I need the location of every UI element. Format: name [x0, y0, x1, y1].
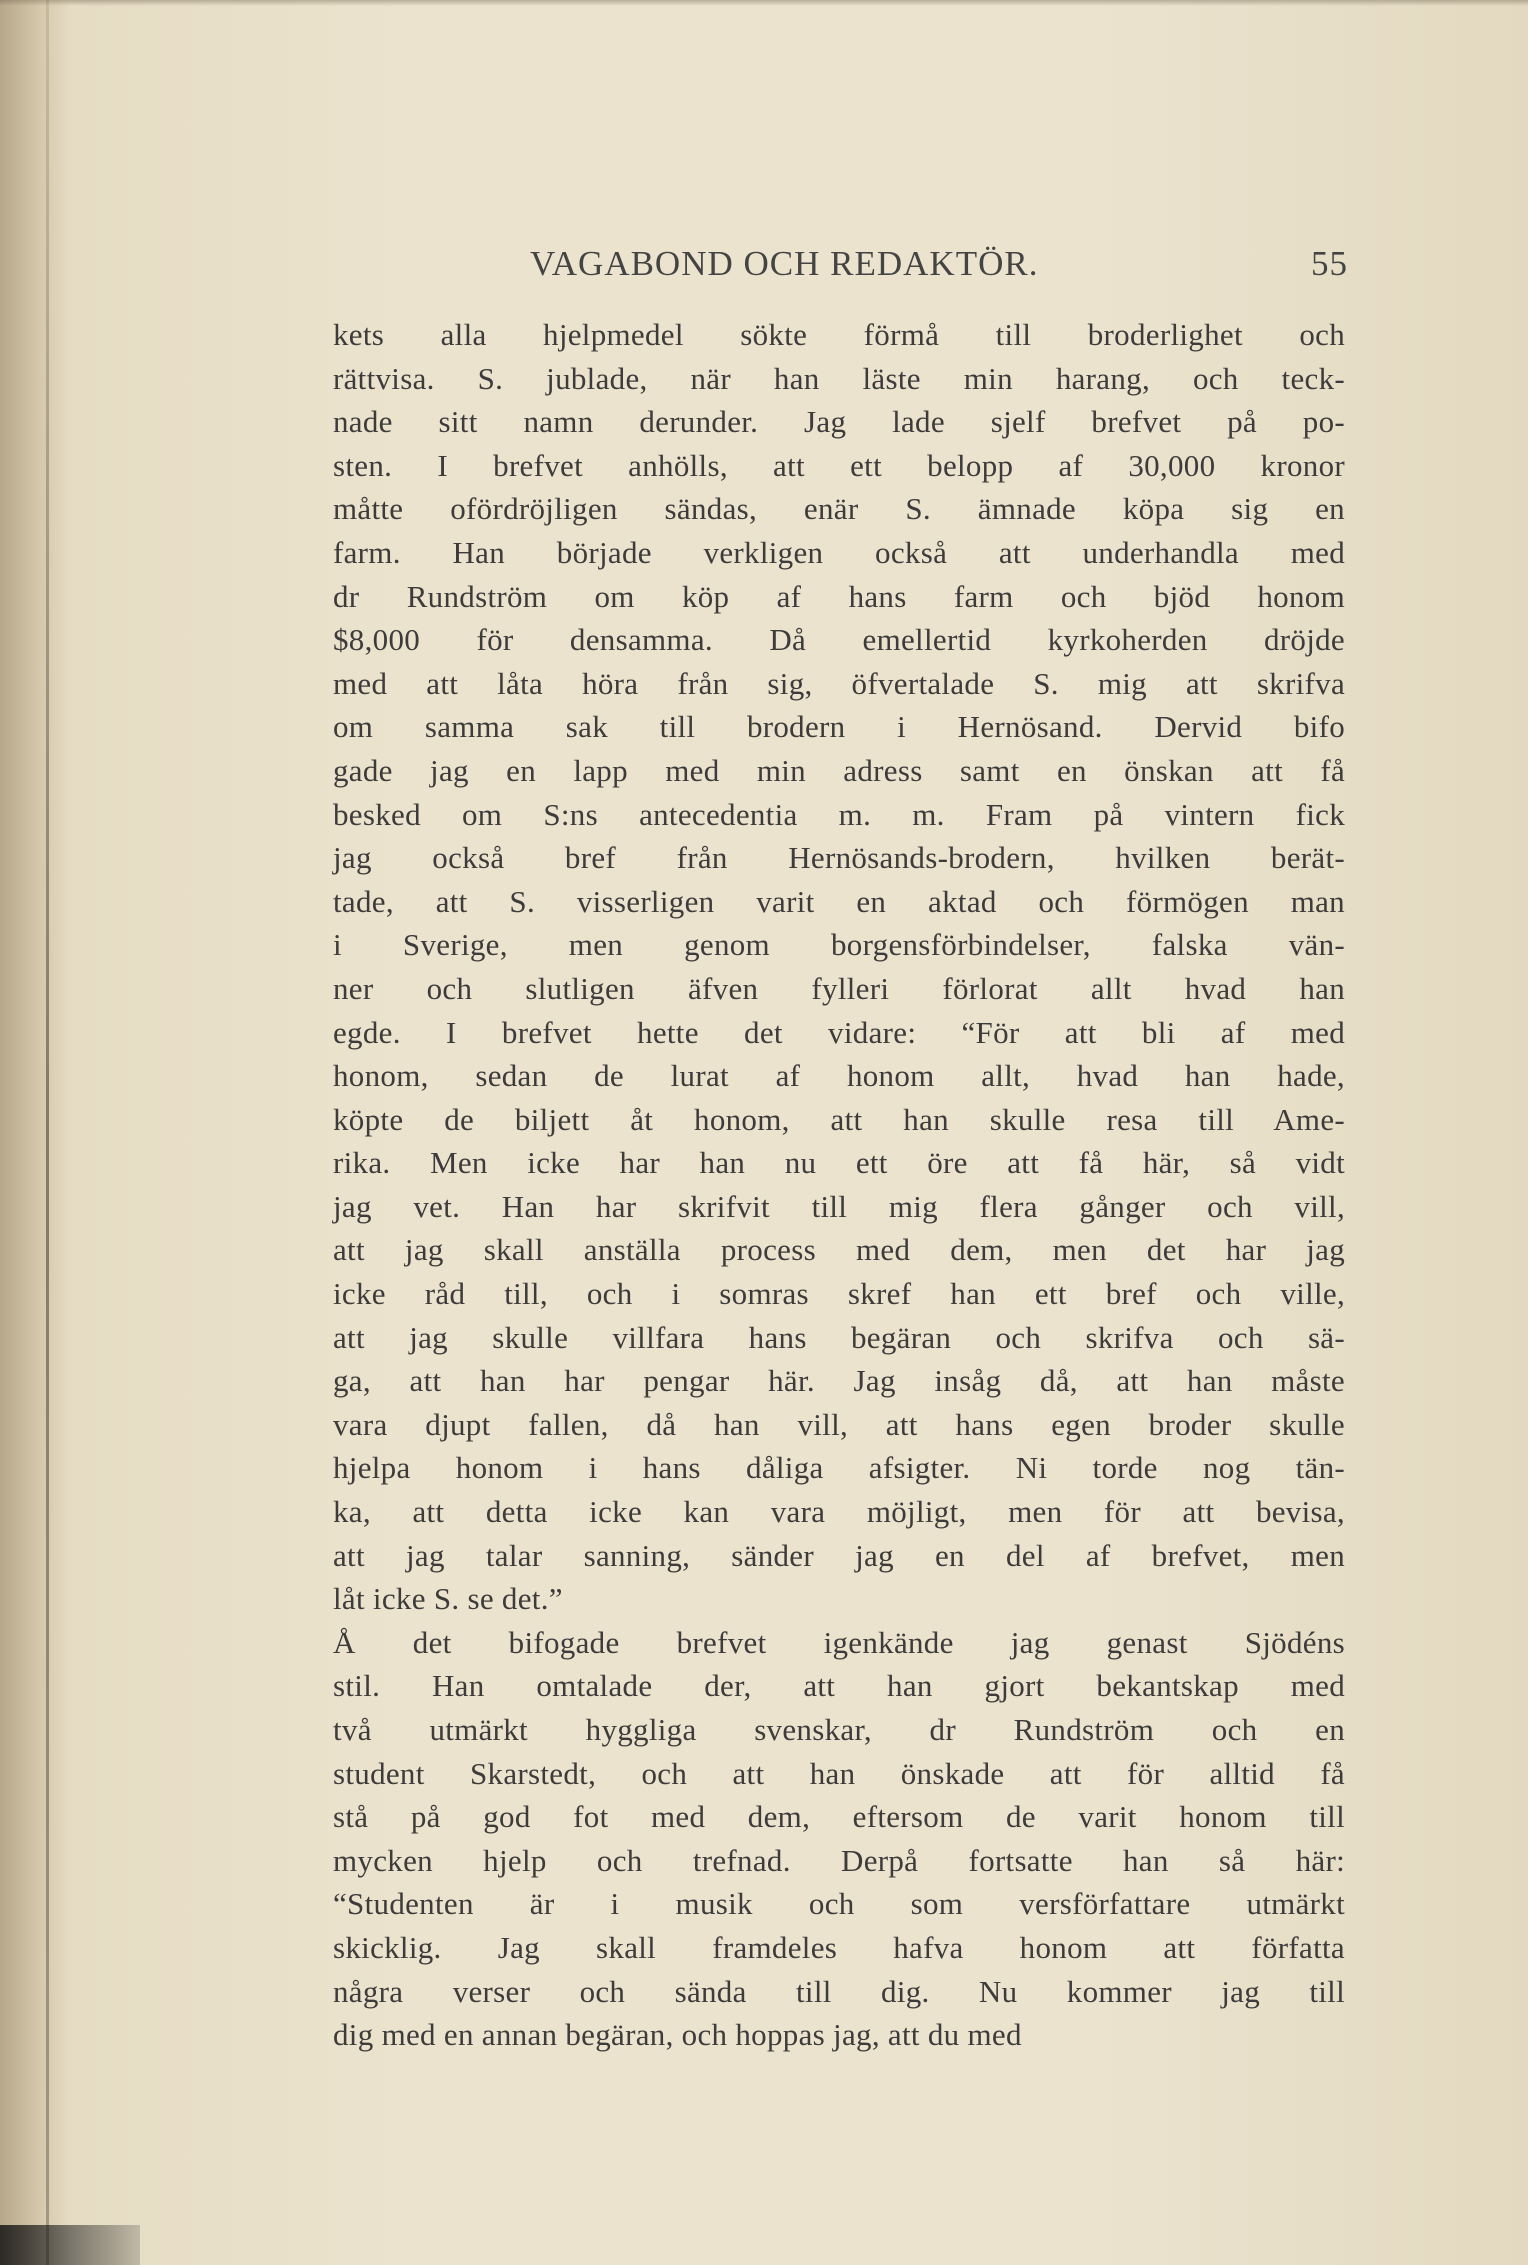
text-line: besked om S:ns antecedentia m. m. Fram på vintern fick	[333, 796, 1345, 832]
body-text	[333, 313, 1345, 2057]
text-line: köpte de biljett åt honom, att han skulle resa till Ame-	[333, 1101, 1345, 1137]
binding-gutter	[0, 0, 70, 2265]
page-number: 55	[1311, 244, 1348, 283]
binding-edge-line	[46, 0, 49, 2265]
running-title: VAGABOND OCH REDAKTÖR.	[530, 244, 1039, 283]
text-line: två utmärkt hyggliga svenskar, dr Rundström och en	[333, 1712, 1345, 1747]
text-line: honom, sedan de lurat af honom allt, hvad han hade,	[333, 1058, 1345, 1094]
text-line: farm. Han började verkligen också att underhandla med	[333, 534, 1345, 570]
text-line: sten. I brefvet anhölls, att ett belopp af 30,000 kronor	[333, 447, 1345, 483]
text-line: nade sitt namn derunder. Jag lade sjelf brefvet på po-	[333, 404, 1345, 440]
text-line: Å det bifogade brefvet igenkände jag genast Sjödéns	[333, 1624, 1345, 1660]
corner-shadow	[0, 2225, 140, 2265]
text-line: $8,000 för densamma. Då emellertid kyrkoherden dröjde	[333, 622, 1345, 658]
text-line: att jag skall anställa process med dem, men det har jag	[333, 1232, 1345, 1268]
text-line: tade, att S. visserligen varit en aktad och förmögen man	[333, 883, 1345, 919]
text-line: mycken hjelp och trefnad. Derpå fortsatte han så här:	[333, 1842, 1345, 1878]
text-line: dig med en annan begäran, och hoppas jag, att du med	[333, 2017, 1022, 2053]
text-line: ga, att han har pengar här. Jag insåg då, att han måste	[333, 1363, 1345, 1399]
text-line: “Studenten är i musik och som versförfattare utmärkt	[333, 1886, 1345, 1922]
text-line: dr Rundström om köp af hans farm och bjöd honom	[333, 578, 1345, 614]
text-line: gade jag en lapp med min adress samt en önskan att få	[333, 752, 1345, 788]
text-line: några verser och sända till dig. Nu kommer jag till	[333, 1973, 1345, 2009]
text-line: att jag skulle villfara hans begäran och skrifva och sä-	[333, 1319, 1345, 1355]
text-line: student Skarstedt, och att han önskade att för alltid få	[333, 1755, 1345, 1791]
text-line: jag också bref från Hernösands-brodern, hvilken berät-	[333, 840, 1345, 876]
text-line: hjelpa honom i hans dåliga afsigter. Ni torde nog tän-	[333, 1450, 1345, 1486]
text-line: rika. Men icke har han nu ett öre att få här, så vidt	[333, 1145, 1345, 1181]
text-line: i Sverige, men genom borgensförbindelser, falska vän-	[333, 927, 1345, 963]
text-line: låt icke S. se det.”	[333, 1581, 563, 1617]
text-line: måtte ofördröjligen sändas, enär S. ämnade köpa sig en	[333, 491, 1345, 527]
text-line: ner och slutligen äfven fylleri förlorat allt hvad han	[333, 970, 1345, 1006]
text-line: jag vet. Han har skrifvit till mig flera gånger och vill,	[333, 1188, 1345, 1224]
page-top-edge	[0, 0, 1528, 6]
text-line: icke råd till, och i somras skref han ett bref och ville,	[333, 1276, 1345, 1312]
text-line: egde. I brefvet hette det vidare: “För att bli af med	[333, 1014, 1345, 1050]
text-line: med att låta höra från sig, öfvertalade S. mig att skrifva	[333, 665, 1345, 701]
text-line: stil. Han omtalade der, att han gjort bekantskap med	[333, 1668, 1345, 1704]
text-line: vara djupt fallen, då han vill, att hans egen broder skulle	[333, 1406, 1345, 1442]
running-header	[330, 244, 1348, 294]
text-line: ka, att detta icke kan vara möjligt, men för att bevisa,	[333, 1494, 1345, 1530]
text-line: om samma sak till brodern i Hernösand. Dervid bifo	[333, 709, 1345, 745]
text-line: att jag talar sanning, sänder jag en del af brefvet, men	[333, 1537, 1345, 1573]
text-line: rättvisa. S. jublade, när han läste min harang, och teck-	[333, 360, 1345, 396]
text-line: skicklig. Jag skall framdeles hafva honom att författa	[333, 1929, 1345, 1965]
text-line: stå på god fot med dem, eftersom de varit honom till	[333, 1799, 1345, 1835]
text-line: kets alla hjelpmedel sökte förmå till broderlighet och	[333, 317, 1345, 352]
